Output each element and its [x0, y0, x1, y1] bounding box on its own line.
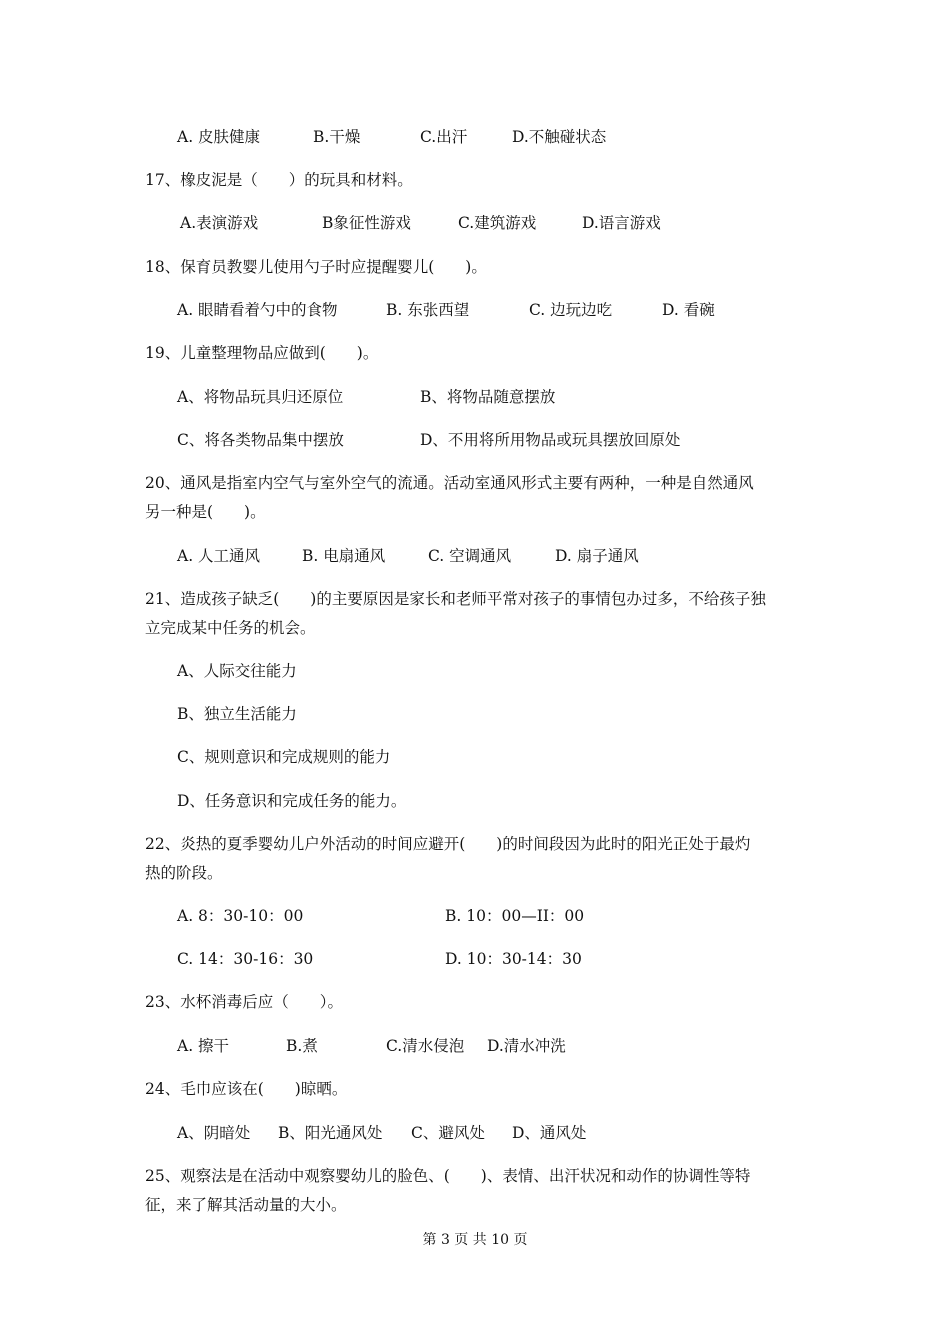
q16-option-d: D.不触碰状态 [512, 128, 607, 146]
q17-option-b: B象征性游戏 [322, 214, 411, 232]
q19-stem: 19、儿童整理物品应做到( )。 [145, 344, 379, 362]
q17-option-d: D.语言游戏 [582, 214, 661, 232]
q23-option-c: C.清水侵泡 [386, 1037, 465, 1055]
q20-option-c: C. 空调通风 [428, 547, 512, 565]
q20-option-d: D. 扇子通风 [555, 547, 639, 565]
q18-option-b: B. 东张西望 [386, 301, 470, 319]
q20-option-a: A. 人工通风 [177, 547, 261, 565]
q21-option-b: B、独立生活能力 [177, 705, 297, 723]
q19-option-c: C、将各类物品集中摆放 [177, 431, 344, 449]
q18-option-c: C. 边玩边吃 [529, 301, 613, 319]
q17-option-a: A.表演游戏 [180, 214, 259, 232]
q22-stem-line2: 热的阶段。 [145, 864, 223, 882]
q19-option-a: A、将物品玩具归还原位 [177, 388, 344, 406]
q23-option-d: D.清水冲洗 [487, 1037, 566, 1055]
q22-stem-line1: 22、炎热的夏季婴幼儿户外活动的时间应避开( )的时间段因为此时的阳光正处于最灼 [145, 835, 751, 853]
q19-option-d: D、不用将所用物品或玩具摆放回原处 [420, 431, 681, 449]
q20-stem-line1: 20、通风是指室内空气与室外空气的流通。活动室通风形式主要有两种，一种是自然通风 [145, 474, 754, 492]
q18-stem: 18、保育员教婴儿使用勺子时应提醒婴儿( )。 [145, 258, 487, 276]
page-footer: 第 3 页 共 10 页 [422, 1232, 528, 1248]
q22-option-b: B. 10：00—II：00 [445, 907, 585, 925]
q20-option-b: B. 电扇通风 [302, 547, 386, 565]
q24-option-a: A、阴暗处 [177, 1124, 251, 1142]
q23-stem: 23、水杯消毒后应（ ）。 [145, 993, 343, 1011]
q23-option-a: A. 擦干 [177, 1037, 230, 1055]
q21-stem-line1: 21、造成孩子缺乏( )的主要原因是家长和老师平常对孩子的事情包办过多，不给孩子独 [145, 590, 766, 608]
q21-option-a: A、人际交往能力 [177, 662, 297, 680]
q17-stem: 17、橡皮泥是（ ）的玩具和材料。 [145, 171, 413, 189]
q22-option-a: A. 8：30-10：00 [177, 907, 304, 925]
q25-stem-line1: 25、观察法是在活动中观察婴幼儿的脸色、( )、表情、出汗状况和动作的协调性等特 [145, 1167, 751, 1185]
q16-option-c: C.出汗 [420, 128, 468, 146]
q17-option-c: C.建筑游戏 [458, 214, 537, 232]
q18-option-a: A. 眼睛看着勺中的食物 [177, 301, 338, 319]
q20-stem-line2: 另一种是( )。 [145, 503, 266, 521]
q21-stem-line2: 立完成某中任务的机会。 [145, 619, 316, 637]
q16-option-b: B.干燥 [313, 128, 361, 146]
q24-option-c: C、避风处 [411, 1124, 485, 1142]
q24-option-d: D、通风处 [512, 1124, 587, 1142]
q19-option-b: B、将物品随意摆放 [420, 388, 556, 406]
q16-option-a: A. 皮肤健康 [177, 128, 261, 146]
q24-option-b: B、阳光通风处 [278, 1124, 383, 1142]
q23-option-b: B.煮 [286, 1037, 318, 1055]
q21-option-c: C、规则意识和完成规则的能力 [177, 748, 391, 766]
q21-option-d: D、任务意识和完成任务的能力。 [177, 792, 407, 810]
q18-option-d: D. 看碗 [662, 301, 715, 319]
q22-option-d: D. 10：30-14：30 [445, 950, 582, 968]
q22-option-c: C. 14：30-16：30 [177, 950, 314, 968]
q25-stem-line2: 征，来了解其活动量的大小。 [145, 1196, 347, 1214]
q24-stem: 24、毛巾应该在( )晾晒。 [145, 1080, 348, 1098]
